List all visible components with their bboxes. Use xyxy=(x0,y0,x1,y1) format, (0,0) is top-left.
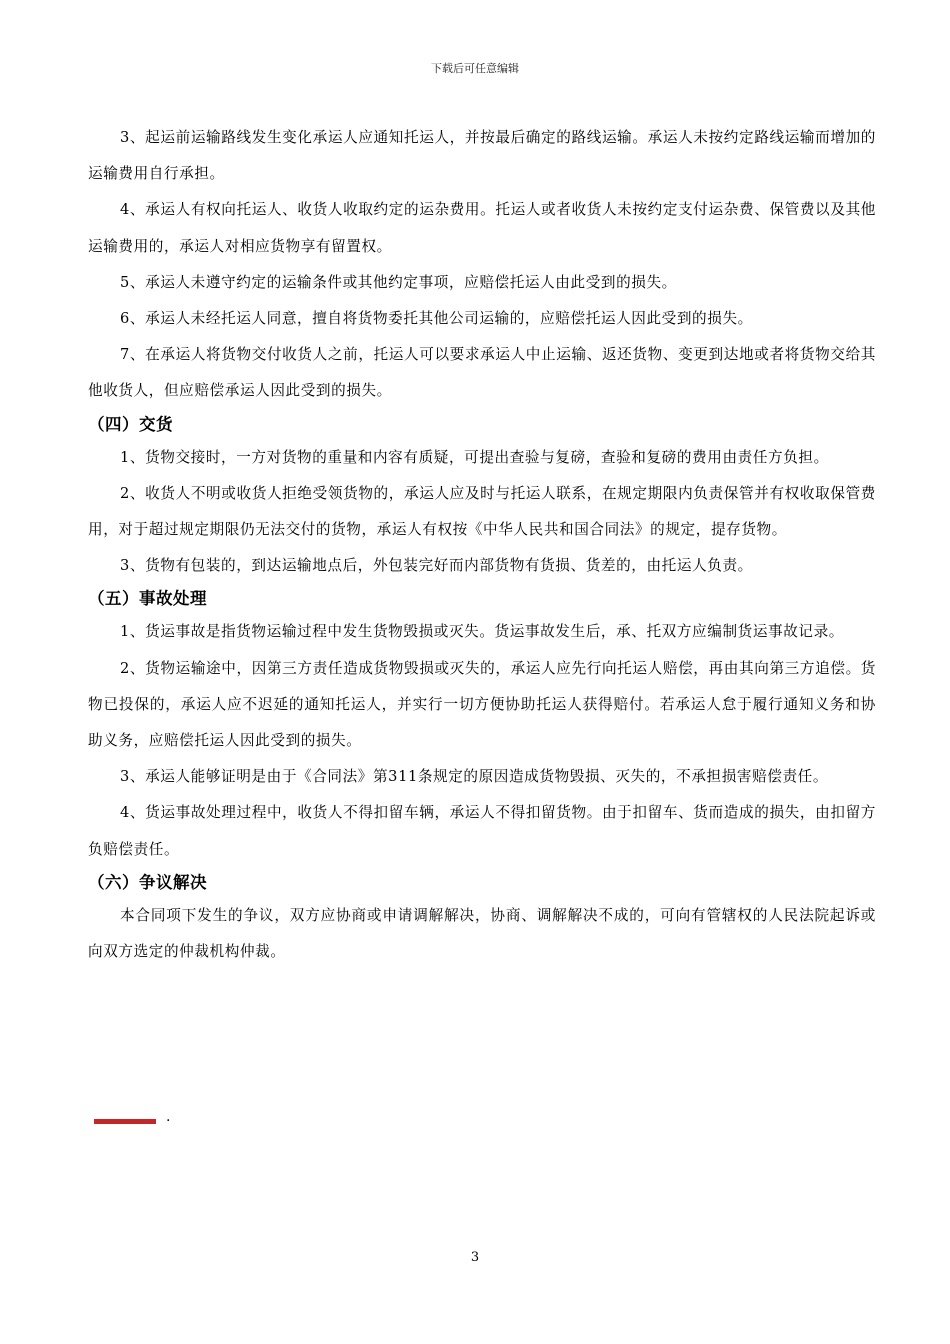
dispute-paragraph-1: 本合同项下发生的争议，双方应协商或申请调解解决，协商、调解解决不成的，可向有管辖权的人民法院起诉或向双方选定的仲裁机构仲裁。 xyxy=(88,906,876,961)
delivery-paragraph-2: 2、收货人不明或收货人拒绝受领货物的，承运人应及时与托运人联系，在规定期限内负责保管并有权收取保管费用，对于超过规定期限仍无法交付的货物，承运人有权按《中华人民共和国合同法》的规定，提存货物。 xyxy=(88,484,876,539)
delivery-paragraph-1: 1、货物交接时，一方对货物的重量和内容有质疑，可提出查验与复磅，查验和复磅的费用由责任方负担。 xyxy=(120,448,829,466)
page-number: 3 xyxy=(470,1250,480,1265)
accident-paragraph-1: 1、货运事故是指货物运输过程中发生货物毁损或灭失。货运事故发生后，承、托双方应编制货运事故记录。 xyxy=(120,623,844,641)
accident-paragraph-3: 3、承运人能够证明是由于《合同法》第311条规定的原因造成货物毁损、灭失的，不承担损害赔偿责任。 xyxy=(120,768,829,786)
paragraph-3: 3、起运前运输路线发生变化承运人应通知托运人，并按最后确定的路线运输。承运人未按约定路线运输而增加的运输费用自行承担。 xyxy=(88,129,876,183)
document-body xyxy=(88,120,876,970)
accident-paragraph-4: 4、货运事故处理过程中，收货人不得扣留车辆，承运人不得扣留货物。由于扣留车、货而造成的损失，由扣留方负赔偿责任。 xyxy=(88,804,876,858)
section-heading-accident: （五）事故处理 xyxy=(88,589,207,609)
paragraph-4: 4、承运人有权向托运人、收货人收取约定的运杂费用。托运人或者收货人未按约定支付运杂费、保管费以及其他运输费用的，承运人对相应货物享有留置权。 xyxy=(88,201,876,255)
paragraph-7: 7、在承运人将货物交付收货人之前，托运人可以要求承运人中止运输、返还货物、变更到达地或者将货物交给其他收货人，但应赔偿承运人因此受到的损失。 xyxy=(88,346,876,400)
delivery-paragraph-3: 3、货物有包装的，到达运输地点后，外包装完好而内部货物有货损、货差的，由托运人负责。 xyxy=(120,557,753,575)
section-heading-delivery: （四）交货 xyxy=(88,414,173,434)
end-mark-bar xyxy=(94,1119,156,1124)
end-dot: . xyxy=(166,1109,171,1125)
section-heading-dispute: （六）争议解决 xyxy=(88,872,207,892)
header-note: 下载后可任意编辑 xyxy=(431,62,519,75)
accident-paragraph-2: 2、货物运输途中，因第三方责任造成货物毁损或灭失的，承运人应先行向托运人赔偿，再由其向第三方追偿。货物已投保的，承运人应不迟延的通知托运人，并实行一切方便协助托运人获得赔付。若承运人怠于履行通知义务和协助义务，应赔偿托运人因此受到的损失。 xyxy=(88,659,876,750)
paragraph-5: 5、承运人未遵守约定的运输条件或其他约定事项，应赔偿托运人由此受到的损失。 xyxy=(120,273,677,291)
paragraph-6: 6、承运人未经托运人同意，擅自将货物委托其他公司运输的，应赔偿托运人因此受到的损失。 xyxy=(120,310,753,328)
